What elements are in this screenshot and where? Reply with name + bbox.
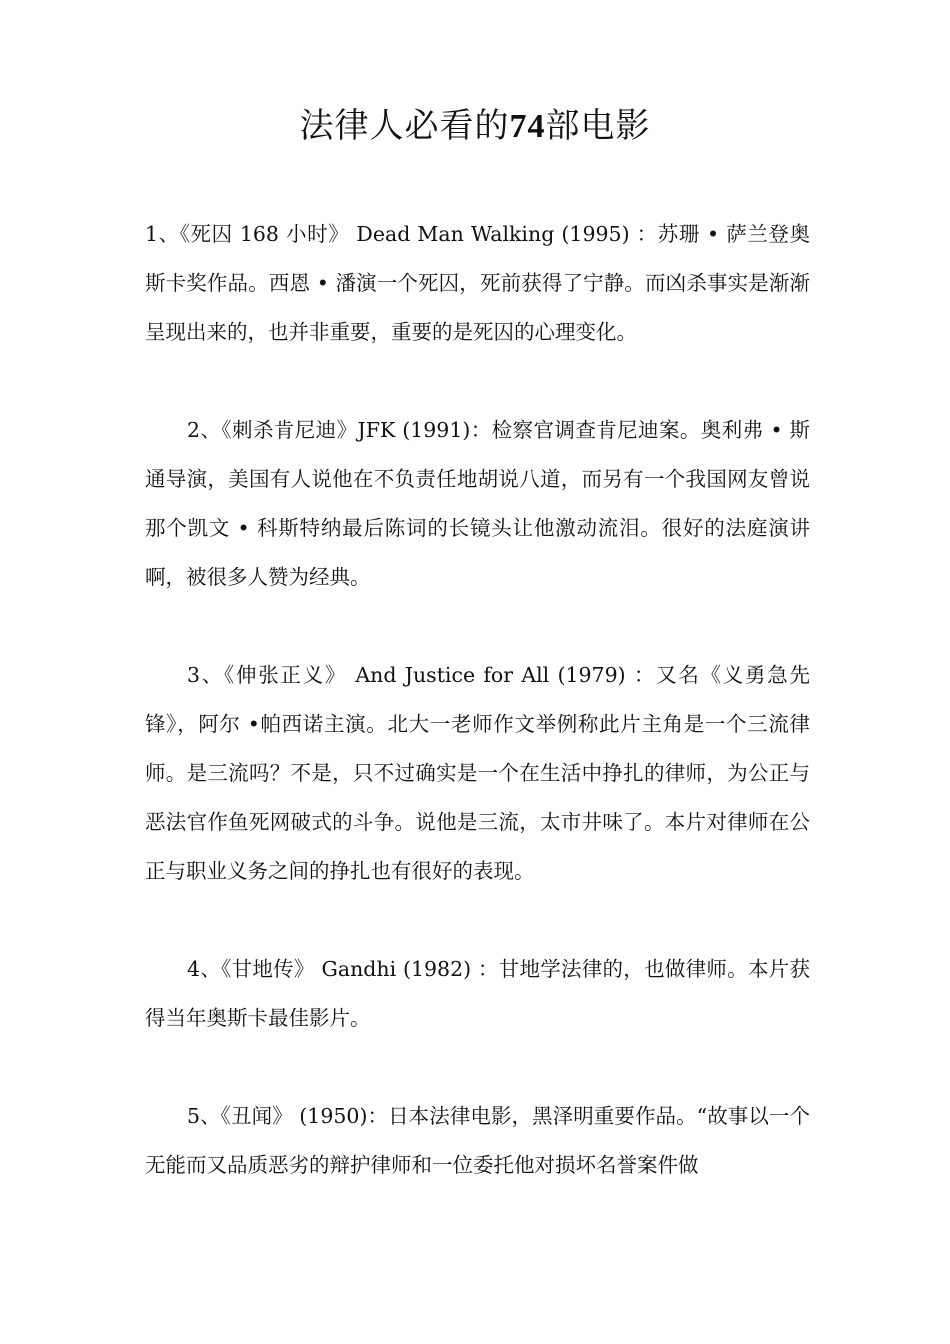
paragraph-4: 4、《甘地传》 Gandhi (1982) ：甘地学法律的，也做律师。本片获得当年奥斯卡最佳影片。 <box>145 957 810 1030</box>
paragraph-5: 5、《丑闻》 (1950)：日本法律电影，黑泽明重要作品。“故事以一个无能而又品质恶劣的辩护律师和一位委托他对损坏名誉案件做 <box>145 1104 810 1177</box>
title-suffix: 部电影 <box>545 106 651 146</box>
paragraph-1: 1、《死囚 168 小时》 Dead Man Walking (1995) ：苏珊 • 萨兰登奥斯卡奖作品。西恩 • 潘演一个死囚，死前获得了宁静。而凶杀事实是渐渐呈现出来的，也并非重要，重要的是死囚的心理变化。 <box>145 222 810 344</box>
paragraph-2: 2、《刺杀肯尼迪》JFK (1991)：检察官调查肯尼迪案。奥利弗 • 斯通导演，美国有人说他在不负责任地胡说八道，而另有一个我国网友曾说那个凯文 • 科斯特纳最后陈词的长镜头让他激动流泪。很好的法庭演讲啊，被很多人赞为经典。 <box>145 418 810 589</box>
document-body <box>145 210 810 1190</box>
paragraph-3: 3、《伸张正义》 And Justice for All (1979) ：又名《义勇急先锋》，阿尔 •帕西诺主演。北大一老师作文举例称此片主角是一个三流律师。是三流吗？不是，只不过确实是一个在生活中挣扎的律师，为公正与恶法官作鱼死网破式的斗争。说他是三流，太市井味了。本片对律师在公正与职业义务之间的挣扎也有很好的表现。 <box>145 663 810 883</box>
title-number: 74 <box>509 108 546 145</box>
page-title <box>0 98 950 155</box>
title-prefix: 法律人必看的 <box>299 106 510 146</box>
